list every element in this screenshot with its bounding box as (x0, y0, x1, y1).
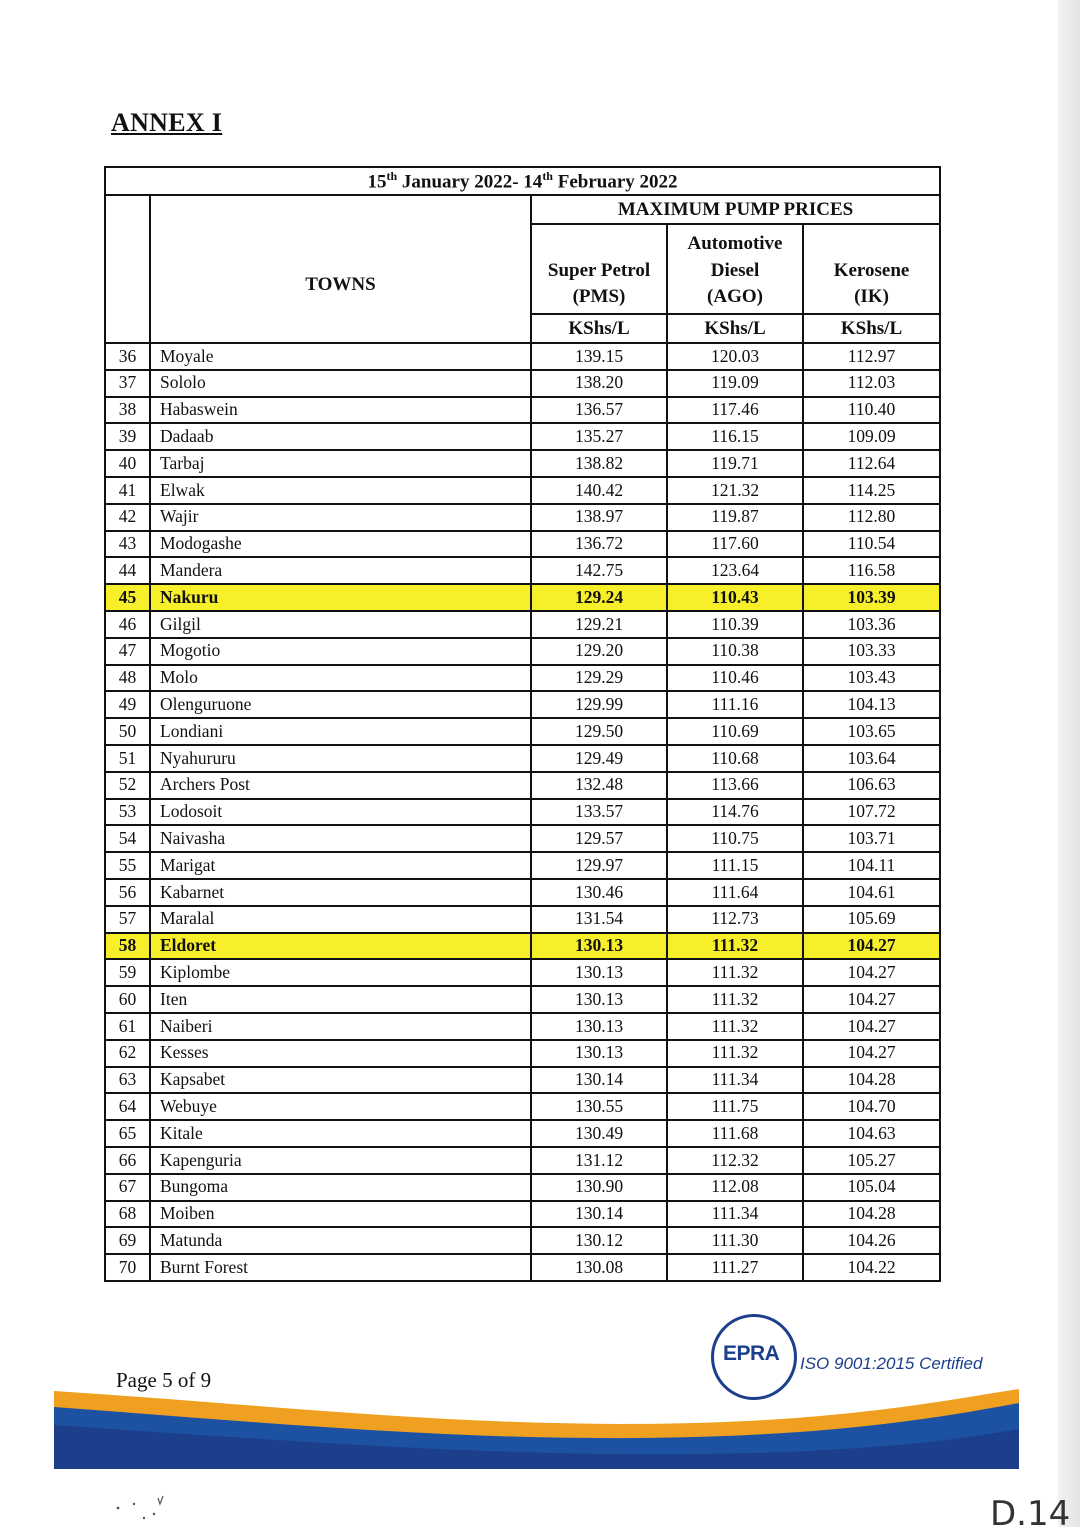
ago-price-cell: 111.32 (667, 986, 803, 1013)
ago-price-cell: 111.32 (667, 1013, 803, 1040)
ago-price-cell: 111.32 (667, 959, 803, 986)
town-cell: Burnt Forest (150, 1254, 531, 1281)
pms-price-cell: 130.49 (531, 1120, 667, 1147)
row-number-cell: 68 (105, 1201, 150, 1228)
ik-price-cell: 110.40 (803, 397, 940, 424)
table-row (105, 852, 940, 879)
ik-price-cell: 103.65 (803, 718, 940, 745)
ago-price-cell: 112.73 (667, 906, 803, 933)
ago-price-cell: 110.38 (667, 638, 803, 665)
table-row (105, 450, 940, 477)
footer-wave-graphic (54, 1385, 1019, 1469)
town-cell: Kitale (150, 1120, 531, 1147)
row-number-cell: 69 (105, 1227, 150, 1254)
ago-price-cell: 111.75 (667, 1093, 803, 1120)
row-number-cell: 65 (105, 1120, 150, 1147)
row-number-cell: 36 (105, 343, 150, 370)
row-number-cell: 43 (105, 531, 150, 558)
pms-price-cell: 130.13 (531, 1040, 667, 1067)
ik-price-cell: 103.39 (803, 584, 940, 611)
ago-price-cell: 110.68 (667, 745, 803, 772)
pricing-period: 15th January 2022- 14th February 2022 (105, 167, 940, 195)
ik-price-cell: 104.13 (803, 691, 940, 718)
ago-price-cell: 110.75 (667, 825, 803, 852)
super-petrol-header: Super Petrol (PMS) (531, 224, 667, 314)
pms-price-cell: 140.42 (531, 477, 667, 504)
row-number-cell: 37 (105, 370, 150, 397)
town-cell: Habaswein (150, 397, 531, 424)
pms-price-cell: 129.99 (531, 691, 667, 718)
table-row (105, 825, 940, 852)
scan-specks (114, 1494, 166, 1524)
ago-price-cell: 111.34 (667, 1201, 803, 1228)
ago-price-cell: 121.32 (667, 477, 803, 504)
table-row (105, 745, 940, 772)
town-cell: Naivasha (150, 825, 531, 852)
table-row (105, 906, 940, 933)
row-number-cell: 44 (105, 557, 150, 584)
ago-price-cell: 111.32 (667, 1040, 803, 1067)
town-cell: Kapsabet (150, 1067, 531, 1094)
ik-price-cell: 105.04 (803, 1174, 940, 1201)
ik-price-cell: 103.71 (803, 825, 940, 852)
table-row (105, 1147, 940, 1174)
ago-price-cell: 110.43 (667, 584, 803, 611)
table-row (105, 879, 940, 906)
town-cell: Nakuru (150, 584, 531, 611)
pms-price-cell: 138.97 (531, 504, 667, 531)
ik-price-cell: 104.63 (803, 1120, 940, 1147)
ik-price-cell: 112.03 (803, 370, 940, 397)
row-number-cell: 64 (105, 1093, 150, 1120)
table-row (105, 504, 940, 531)
town-cell: Wajir (150, 504, 531, 531)
ik-price-cell: 105.27 (803, 1147, 940, 1174)
town-cell: Londiani (150, 718, 531, 745)
pms-price-cell: 129.50 (531, 718, 667, 745)
table-row (105, 1040, 940, 1067)
pms-price-cell: 130.12 (531, 1227, 667, 1254)
town-cell: Naiberi (150, 1013, 531, 1040)
pms-price-cell: 135.27 (531, 423, 667, 450)
table-row (105, 423, 940, 450)
town-cell: Maralal (150, 906, 531, 933)
ik-unit-header: KShs/L (803, 314, 940, 343)
ago-price-cell: 111.15 (667, 852, 803, 879)
pms-price-cell: 129.97 (531, 852, 667, 879)
pms-price-cell: 130.13 (531, 959, 667, 986)
table-row (105, 959, 940, 986)
table-row (105, 1201, 940, 1228)
town-cell: Kapenguria (150, 1147, 531, 1174)
row-number-cell: 67 (105, 1174, 150, 1201)
town-cell: Gilgil (150, 611, 531, 638)
pms-price-cell: 130.08 (531, 1254, 667, 1281)
ago-price-cell: 120.03 (667, 343, 803, 370)
row-number-cell: 70 (105, 1254, 150, 1281)
ik-price-cell: 104.11 (803, 852, 940, 879)
town-cell: Nyahururu (150, 745, 531, 772)
ik-price-cell: 107.72 (803, 799, 940, 826)
table-row (105, 1254, 940, 1281)
town-cell: Bungoma (150, 1174, 531, 1201)
ago-price-cell: 111.30 (667, 1227, 803, 1254)
town-cell: Kabarnet (150, 879, 531, 906)
ik-price-cell: 103.64 (803, 745, 940, 772)
page-number: Page 5 of 9 (116, 1368, 212, 1392)
ik-price-cell: 103.33 (803, 638, 940, 665)
ik-price-cell: 114.25 (803, 477, 940, 504)
row-number-cell: 56 (105, 879, 150, 906)
ik-price-cell: 116.58 (803, 557, 940, 584)
row-number-cell: 42 (105, 504, 150, 531)
ik-price-cell: 106.63 (803, 772, 940, 799)
ik-price-cell: 104.22 (803, 1254, 940, 1281)
row-number-cell: 51 (105, 745, 150, 772)
table-row (105, 584, 940, 611)
town-cell: Matunda (150, 1227, 531, 1254)
pms-price-cell: 130.14 (531, 1201, 667, 1228)
ago-price-cell: 110.46 (667, 665, 803, 692)
table-row (105, 1013, 940, 1040)
ik-price-cell: 103.36 (803, 611, 940, 638)
town-cell: Olenguruone (150, 691, 531, 718)
ik-price-cell: 104.27 (803, 959, 940, 986)
ik-price-cell: 112.64 (803, 450, 940, 477)
pms-price-cell: 136.57 (531, 397, 667, 424)
pms-price-cell: 136.72 (531, 531, 667, 558)
row-number-cell: 62 (105, 1040, 150, 1067)
row-number-header (105, 195, 150, 343)
ik-price-cell: 104.27 (803, 933, 940, 960)
row-number-cell: 54 (105, 825, 150, 852)
row-number-cell: 63 (105, 1067, 150, 1094)
ago-price-cell: 119.09 (667, 370, 803, 397)
pms-price-cell: 130.55 (531, 1093, 667, 1120)
pms-price-cell: 138.20 (531, 370, 667, 397)
table-row (105, 370, 940, 397)
pms-price-cell: 130.14 (531, 1067, 667, 1094)
town-cell: Molo (150, 665, 531, 692)
ago-price-cell: 111.64 (667, 879, 803, 906)
diesel-header: Automotive Diesel (AGO) (667, 224, 803, 314)
row-number-cell: 45 (105, 584, 150, 611)
ago-price-cell: 111.68 (667, 1120, 803, 1147)
ik-price-cell: 112.97 (803, 343, 940, 370)
row-number-cell: 39 (105, 423, 150, 450)
pms-price-cell: 130.13 (531, 986, 667, 1013)
town-cell: Moyale (150, 343, 531, 370)
epra-logo-text: EPRA (723, 1342, 780, 1365)
town-cell: Mandera (150, 557, 531, 584)
ik-price-cell: 104.61 (803, 879, 940, 906)
ago-price-cell: 112.32 (667, 1147, 803, 1174)
pms-price-cell: 129.29 (531, 665, 667, 692)
town-cell: Kiplombe (150, 959, 531, 986)
ago-price-cell: 112.08 (667, 1174, 803, 1201)
table-row (105, 1120, 940, 1147)
pms-price-cell: 131.54 (531, 906, 667, 933)
pms-price-cell: 131.12 (531, 1147, 667, 1174)
ik-price-cell: 104.28 (803, 1067, 940, 1094)
table-row (105, 557, 940, 584)
table-row (105, 1174, 940, 1201)
town-cell: Webuye (150, 1093, 531, 1120)
ik-price-cell: 104.27 (803, 1013, 940, 1040)
table-body (105, 343, 940, 1281)
ik-price-cell: 109.09 (803, 423, 940, 450)
row-number-cell: 47 (105, 638, 150, 665)
ago-price-cell: 117.46 (667, 397, 803, 424)
pms-price-cell: 129.20 (531, 638, 667, 665)
ago-price-cell: 111.32 (667, 933, 803, 960)
ik-price-cell: 105.69 (803, 906, 940, 933)
table-row (105, 343, 940, 370)
ik-price-cell: 104.27 (803, 986, 940, 1013)
pms-price-cell: 130.46 (531, 879, 667, 906)
town-cell: Moiben (150, 1201, 531, 1228)
ago-price-cell: 117.60 (667, 531, 803, 558)
ik-price-cell: 104.26 (803, 1227, 940, 1254)
annex-title: ANNEX I (111, 108, 223, 137)
towns-header: TOWNS (150, 195, 531, 343)
row-number-cell: 46 (105, 611, 150, 638)
table-row (105, 1227, 940, 1254)
ago-price-cell: 110.39 (667, 611, 803, 638)
ago-price-cell: 119.87 (667, 504, 803, 531)
ik-price-cell: 104.70 (803, 1093, 940, 1120)
ago-price-cell: 116.15 (667, 423, 803, 450)
ik-price-cell: 104.27 (803, 1040, 940, 1067)
row-number-cell: 40 (105, 450, 150, 477)
table-row (105, 611, 940, 638)
table-row (105, 718, 940, 745)
row-number-cell: 49 (105, 691, 150, 718)
row-number-cell: 50 (105, 718, 150, 745)
town-cell: Kesses (150, 1040, 531, 1067)
row-number-cell: 61 (105, 1013, 150, 1040)
ago-price-cell: 111.27 (667, 1254, 803, 1281)
table-row (105, 799, 940, 826)
iso-certification-label: ISO 9001:2015 Certified (800, 1354, 983, 1373)
ago-price-cell: 123.64 (667, 557, 803, 584)
row-number-cell: 52 (105, 772, 150, 799)
row-number-cell: 59 (105, 959, 150, 986)
ago-price-cell: 111.34 (667, 1067, 803, 1094)
handwritten-page-mark: D.14 (990, 1494, 1071, 1534)
kerosene-header: Kerosene (IK) (803, 224, 940, 314)
page-edge-shadow (1058, 0, 1080, 1527)
pms-price-cell: 130.13 (531, 933, 667, 960)
town-cell: Iten (150, 986, 531, 1013)
pump-prices-table (104, 166, 941, 1282)
pms-price-cell: 129.57 (531, 825, 667, 852)
ik-price-cell: 103.43 (803, 665, 940, 692)
ago-price-cell: 114.76 (667, 799, 803, 826)
table-row (105, 986, 940, 1013)
pms-price-cell: 132.48 (531, 772, 667, 799)
table-row (105, 531, 940, 558)
ago-unit-header: KShs/L (667, 314, 803, 343)
pms-price-cell: 129.21 (531, 611, 667, 638)
table-row (105, 665, 940, 692)
table-row (105, 1067, 940, 1094)
ago-price-cell: 110.69 (667, 718, 803, 745)
ago-price-cell: 113.66 (667, 772, 803, 799)
town-cell: Marigat (150, 852, 531, 879)
table-header (105, 167, 940, 343)
pms-price-cell: 138.82 (531, 450, 667, 477)
town-cell: Tarbaj (150, 450, 531, 477)
town-cell: Dadaab (150, 423, 531, 450)
ago-price-cell: 119.71 (667, 450, 803, 477)
row-number-cell: 55 (105, 852, 150, 879)
row-number-cell: 41 (105, 477, 150, 504)
table-row (105, 397, 940, 424)
pms-price-cell: 130.13 (531, 1013, 667, 1040)
table-row (105, 1093, 940, 1120)
pms-price-cell: 130.90 (531, 1174, 667, 1201)
ik-price-cell: 112.80 (803, 504, 940, 531)
table-row (105, 477, 940, 504)
pms-price-cell: 129.24 (531, 584, 667, 611)
row-number-cell: 38 (105, 397, 150, 424)
town-cell: Archers Post (150, 772, 531, 799)
row-number-cell: 66 (105, 1147, 150, 1174)
max-pump-prices-header: MAXIMUM PUMP PRICES (531, 195, 940, 224)
town-cell: Modogashe (150, 531, 531, 558)
table-row (105, 691, 940, 718)
table-row (105, 638, 940, 665)
ik-price-cell: 104.28 (803, 1201, 940, 1228)
town-cell: Elwak (150, 477, 531, 504)
table-row (105, 933, 940, 960)
pms-price-cell: 142.75 (531, 557, 667, 584)
pms-unit-header: KShs/L (531, 314, 667, 343)
table-row (105, 772, 940, 799)
row-number-cell: 57 (105, 906, 150, 933)
pms-price-cell: 139.15 (531, 343, 667, 370)
row-number-cell: 53 (105, 799, 150, 826)
town-cell: Mogotio (150, 638, 531, 665)
town-cell: Eldoret (150, 933, 531, 960)
row-number-cell: 60 (105, 986, 150, 1013)
ago-price-cell: 111.16 (667, 691, 803, 718)
row-number-cell: 48 (105, 665, 150, 692)
town-cell: Sololo (150, 370, 531, 397)
row-number-cell: 58 (105, 933, 150, 960)
town-cell: Lodosoit (150, 799, 531, 826)
ik-price-cell: 110.54 (803, 531, 940, 558)
pms-price-cell: 129.49 (531, 745, 667, 772)
pms-price-cell: 133.57 (531, 799, 667, 826)
